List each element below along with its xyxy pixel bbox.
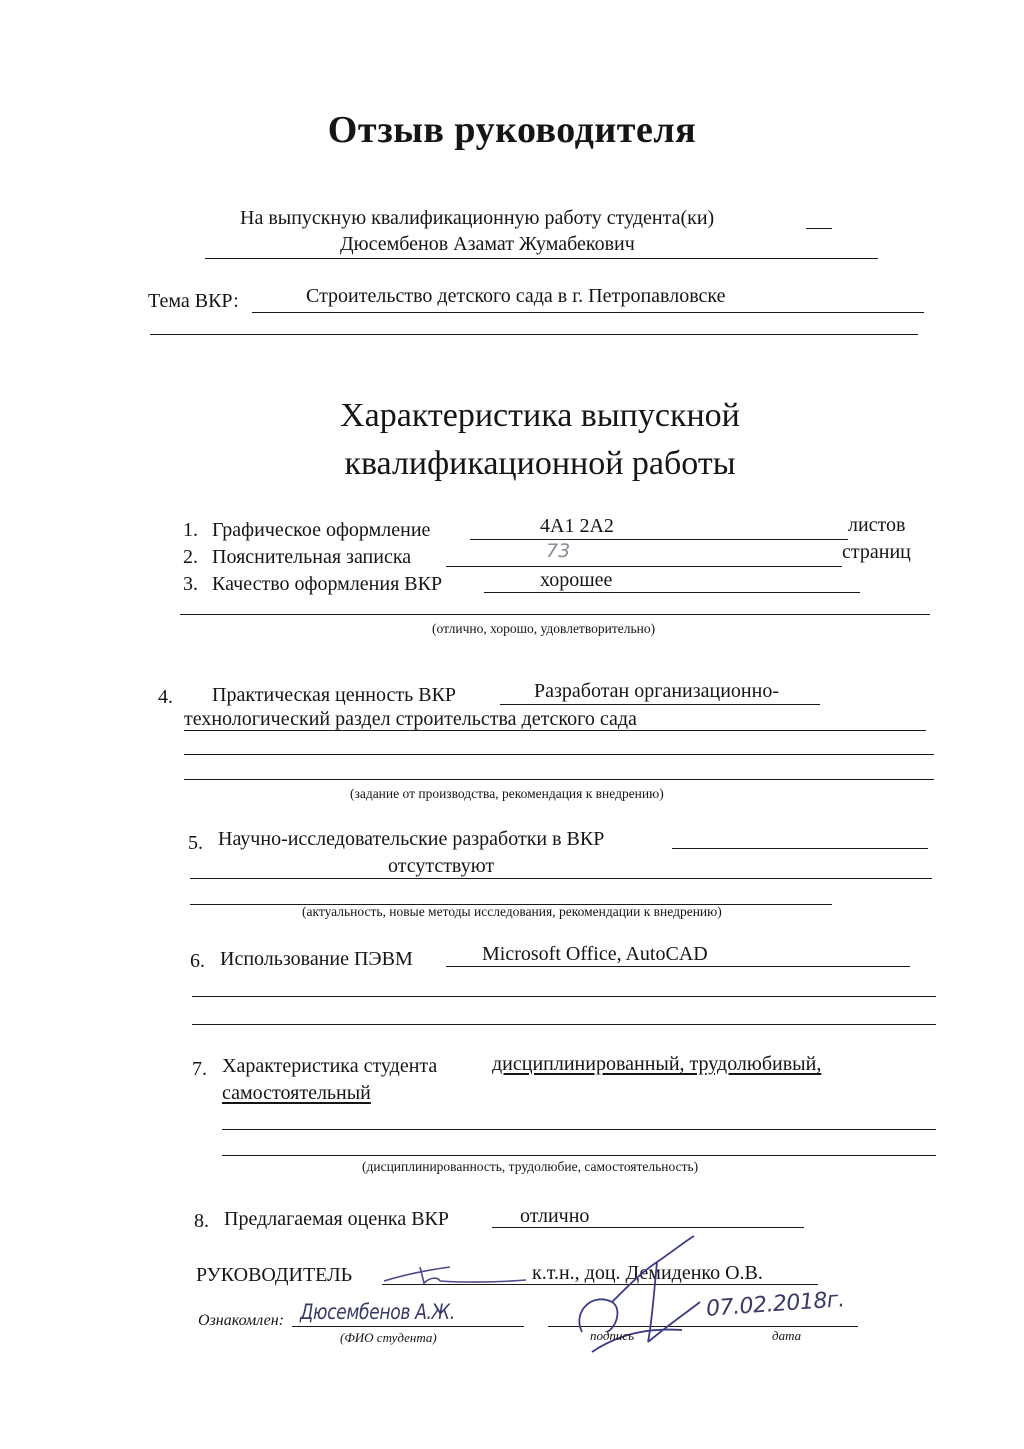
- supervisor-signature: [380, 1255, 530, 1291]
- item4-value-line1: Разработан организационно-: [534, 680, 779, 702]
- item1-value: 4А1 2А2: [540, 515, 614, 537]
- item3-line2: [180, 614, 930, 615]
- item7-hint: (дисциплинированность, трудолюбие, самостоятельность): [362, 1159, 699, 1174]
- acknowledged-label: Ознакомлен:: [198, 1312, 284, 1329]
- item6-label: Использование ПЭВМ: [220, 948, 413, 970]
- topic-second-line: [150, 334, 918, 335]
- item1-number: 1.: [183, 519, 198, 541]
- item5-value: отсутствуют: [388, 855, 495, 877]
- topic-underline: [252, 312, 924, 313]
- item7-value-line2: самостоятельный: [222, 1082, 371, 1104]
- item8-number: 8.: [194, 1210, 209, 1232]
- student-signature: [562, 1232, 712, 1372]
- student-name: Дюсембенов Азамат Жумабекович: [340, 233, 635, 255]
- item4-hint: (задание от производства, рекомендация к внедрению): [350, 786, 664, 801]
- item5-hint: (актуальность, новые методы исследования, рекомендации к внедрению): [302, 904, 722, 919]
- student-name-handwritten: Дюсембенов А.Ж.: [300, 1300, 455, 1324]
- signature-hint: подпись: [590, 1328, 635, 1343]
- item1-underline: [470, 539, 848, 540]
- item2-label: Пояснительная записка: [212, 546, 412, 568]
- item4-line4: [184, 779, 934, 780]
- item3-underline: [484, 592, 860, 593]
- intro-label: На выпускную квалификационную работу студента(ки): [240, 207, 715, 229]
- item4-underline2: [184, 730, 926, 731]
- item2-unit: страниц: [842, 541, 911, 563]
- date-hint: дата: [772, 1328, 802, 1343]
- item5-label: Научно-исследовательские разработки в ВКР: [218, 828, 605, 850]
- item8-value: отлично: [520, 1205, 590, 1227]
- intro-underline: [806, 228, 832, 229]
- item5-underline2: [190, 878, 932, 879]
- item4-label: Практическая ценность ВКР: [212, 684, 457, 706]
- item4-line3: [184, 754, 934, 755]
- item1-unit: листов: [848, 514, 906, 536]
- item2-underline: [446, 566, 842, 567]
- supervisor-label: РУКОВОДИТЕЛЬ: [196, 1264, 353, 1286]
- item5-number: 5.: [188, 832, 203, 854]
- item6-value: Microsoft Office, AutoCAD: [482, 943, 708, 965]
- date-handwritten: 07.02.2018г.: [705, 1287, 846, 1322]
- item8-label: Предлагаемая оценка ВКР: [224, 1208, 450, 1230]
- item2-value: 73: [546, 540, 571, 562]
- student-name-hint: (ФИО студента): [340, 1330, 437, 1345]
- topic-label: Тема ВКР:: [148, 290, 239, 312]
- item7-number: 7.: [192, 1058, 207, 1080]
- item7-line4: [222, 1155, 936, 1156]
- item3-number: 3.: [183, 573, 198, 595]
- supervisor-value: к.т.н., доц. Демиденко О.В.: [532, 1262, 763, 1284]
- student-name-underline: [205, 258, 878, 259]
- item4-number: 4.: [158, 686, 173, 708]
- item1-label: Графическое оформление: [212, 519, 431, 541]
- student-name-field-underline: [292, 1326, 524, 1327]
- item3-hint: (отлично, хорошо, удовлетворительно): [432, 621, 656, 636]
- item7-line3: [222, 1129, 936, 1130]
- item6-number: 6.: [190, 950, 205, 972]
- item6-line3: [192, 1024, 936, 1025]
- document-title: Отзыв руководителя: [327, 109, 697, 151]
- item7-value-line1: дисциплинированный, трудолюбивый,: [492, 1053, 822, 1075]
- item6-underline: [446, 966, 910, 967]
- item4-value-line2: технологический раздел строительства детского сада: [184, 708, 637, 730]
- topic-value: Строительство детского сада в г. Петропавловске: [306, 285, 726, 307]
- item5-underline1: [672, 848, 928, 849]
- item6-line2: [192, 996, 936, 997]
- item2-number: 2.: [183, 546, 198, 568]
- item4-underline1: [500, 704, 820, 705]
- section-title-line2: квалификационной работы: [344, 445, 736, 482]
- item3-value: хорошее: [540, 569, 613, 591]
- item3-label: Качество оформления ВКР: [212, 573, 443, 595]
- section-title-line1: Характеристика выпускной: [340, 397, 740, 434]
- item7-label: Характеристика студента: [222, 1055, 438, 1077]
